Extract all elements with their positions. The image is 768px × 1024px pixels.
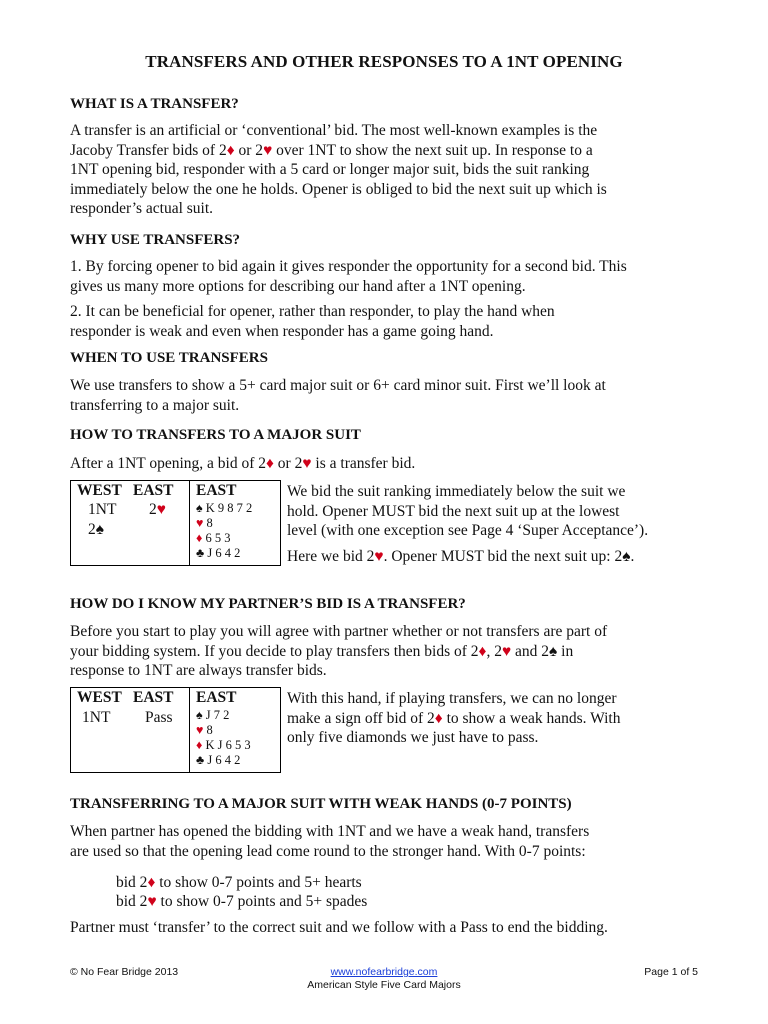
paragraph-why-2: 2. It can be beneficial for opener, rather than responder, to play the hand when responder is weak and even when responder has a game going hand. (70, 303, 555, 340)
diamond-icon: ♦ (196, 738, 203, 752)
diamond-icon: ♦ (478, 642, 487, 660)
paragraph-how-to-transfer: After a 1NT opening, a bid of 2♦ or 2♥ is a transfer bid. (70, 455, 416, 472)
diamond-icon: ♦ (196, 531, 203, 545)
heart-icon: ♥ (302, 455, 312, 472)
col-east: EAST (133, 689, 174, 706)
diamond-icon: ♦ (147, 874, 156, 891)
heart-icon: ♥ (196, 723, 204, 737)
bid-west-1: 1NT (88, 501, 117, 518)
bidding-table-2 (70, 687, 281, 773)
paragraph-what-is-transfer: A transfer is an artificial or ‘conventional’ bid. The most well-known examples is the Jacoby Transfer bids of 2♦ or 2♥ over 1NT to show the next suit up. In response to a 1NT opening bid, responder with a 5 card or longer major suit, bids the suit ranking immediately below the one he holds. Opener is obliged to bid the next suit up which is responder’s actual suit. (70, 122, 607, 217)
hand-title: EAST (196, 482, 237, 499)
paragraph-partner-must-transfer: Partner must ‘transfer’ to the correct suit and we follow with a Pass to end the bidding. (70, 919, 608, 936)
hearts-row: ♥ 8 (196, 723, 213, 737)
paragraph-weak-hands: When partner has opened the bidding with 1NT and we have a weak hand, transfers are used so that the opening lead come round to the stronger hand. With 0-7 points: (70, 823, 590, 860)
club-icon: ♣ (196, 753, 205, 767)
pass-explanation: With this hand, if playing transfers, we can no longer make a sign off bid of 2♦ to show a weak hands. With only five diamonds we just have to pass. (287, 690, 621, 746)
heading-how-do-i-know: HOW DO I KNOW MY PARTNER’S BID IS A TRANSFER? (70, 596, 466, 612)
bid-west-1: 1NT (82, 709, 111, 726)
footer-copyright: © No Fear Bridge 2013 (70, 966, 179, 978)
east-hand (190, 688, 281, 773)
spade-icon: ♠ (196, 501, 203, 515)
hand-cards (196, 708, 251, 768)
heading-what-is-transfer: WHAT IS A TRANSFER? (70, 96, 239, 112)
bid-east-1: Pass (145, 709, 173, 726)
bidding-sequence (71, 481, 190, 566)
paragraph-when-to-use: We use transfers to show a 5+ card major suit or 6+ card minor suit. First we’ll look at transferring to a major suit. (70, 377, 606, 414)
bid-east-1: 2♥ (149, 501, 166, 518)
heading-why-use-transfers: WHY USE TRANSFERS? (70, 232, 241, 248)
spade-icon: ♠ (622, 548, 631, 565)
paragraph-why-1: 1. By forcing opener to bid again it gives responder the opportunity for a second bid. This gives us many more options for describing our hand after a 1NT opening. (70, 258, 627, 295)
heart-icon: ♥ (374, 548, 384, 565)
heart-icon: ♥ (196, 516, 204, 530)
bidding-sequence (71, 688, 190, 773)
bid-rule-spades: bid 2♥ to show 0-7 points and 5+ spades (116, 893, 368, 910)
east-hand (190, 481, 281, 566)
hearts-row: ♥ 8 (196, 516, 213, 530)
heading-weak-hands: TRANSFERRING TO A MAJOR SUIT WITH WEAK HANDS (0-7 POINTS) (70, 796, 572, 812)
transfer-explanation: We bid the suit ranking immediately below the suit we hold. Opener MUST bid the next suit up at the lowest level (with one exception see Page 4 ‘Super Acceptance’). (287, 483, 649, 539)
bid-west-2: 2♠ (88, 521, 104, 538)
heading-when-to-use: WHEN TO USE TRANSFERS (70, 350, 268, 366)
spade-icon: ♠ (549, 642, 558, 660)
bidding-table-1 (70, 480, 281, 566)
footer-center (270, 966, 498, 992)
diamonds-row: ♦ K J 6 5 3 (196, 738, 251, 752)
diamond-icon: ♦ (266, 455, 274, 472)
page-title: TRANSFERS AND OTHER RESPONSES TO A 1NT OPENING (145, 52, 623, 71)
heart-icon: ♥ (156, 501, 166, 518)
clubs-row: ♣ J 6 4 2 (196, 546, 241, 560)
diamond-icon: ♦ (434, 709, 443, 727)
spades-row: ♠ J 7 2 (196, 708, 230, 722)
heart-icon: ♥ (263, 141, 273, 159)
heart-icon: ♥ (501, 642, 512, 660)
spade-icon: ♠ (95, 521, 104, 538)
spade-icon: ♠ (196, 708, 203, 722)
hand-cards (196, 501, 252, 561)
col-east: EAST (133, 482, 174, 499)
clubs-row: ♣ J 6 4 2 (196, 753, 241, 767)
col-west: WEST (77, 689, 122, 706)
col-west: WEST (77, 482, 122, 499)
club-icon: ♣ (196, 546, 205, 560)
hand-title: EAST (196, 689, 237, 706)
heart-icon: ♥ (147, 893, 157, 910)
diamonds-row: ♦ 6 5 3 (196, 531, 231, 545)
footer-page-number: Page 1 of 5 (644, 966, 698, 978)
heading-how-to-transfer: HOW TO TRANSFERS TO A MAJOR SUIT (70, 427, 361, 443)
bid-rule-hearts: bid 2♦ to show 0-7 points and 5+ hearts (116, 874, 362, 891)
paragraph-how-do-i-know: Before you start to play you will agree with partner whether or not transfers are part of your bidding system. If you decide to play transfers then bids of 2♦, 2♥ and 2♠ in response to 1NT are always transfer bids. (70, 623, 608, 679)
transfer-example: Here we bid 2♥. Opener MUST bid the next suit up: 2♠. (287, 548, 635, 565)
footer-subtitle: American Style Five Card Majors (307, 979, 461, 991)
diamond-icon: ♦ (226, 141, 235, 159)
spades-row: ♠ K 9 8 7 2 (196, 501, 253, 515)
footer-link[interactable]: www.nofearbridge.com (330, 966, 438, 978)
